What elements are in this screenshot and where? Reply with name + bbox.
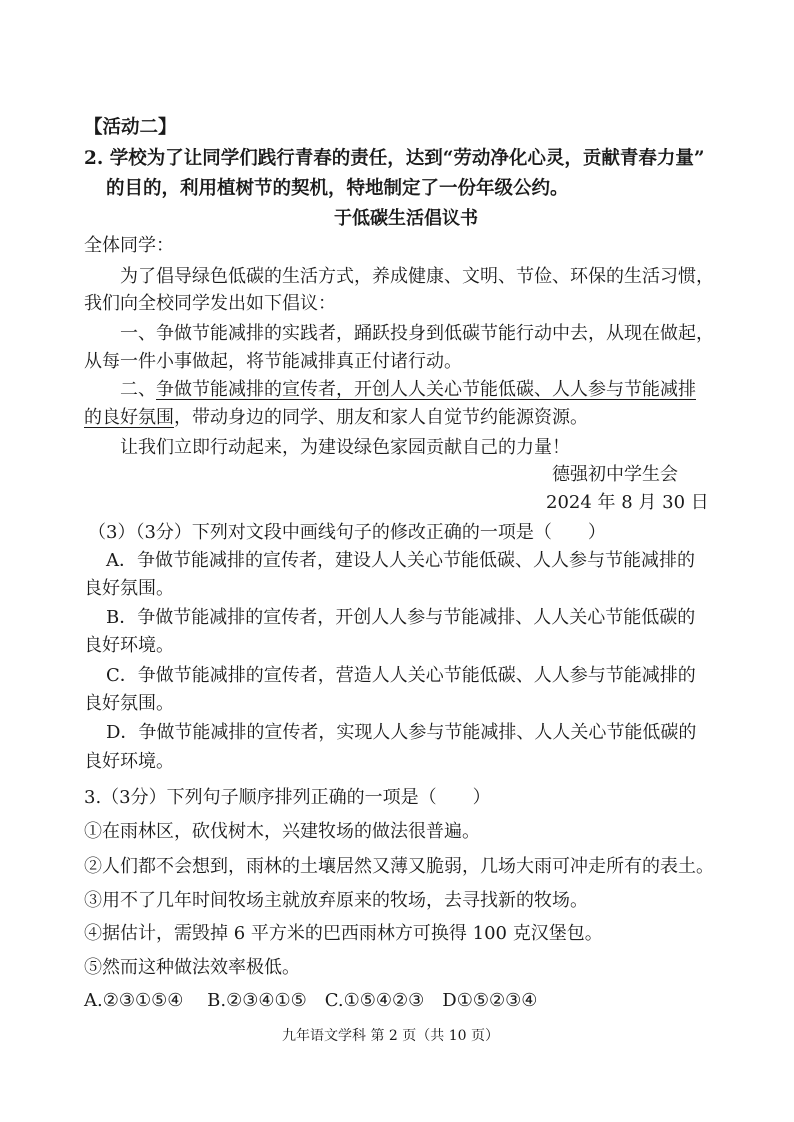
proposal-paragraph-2-line-1: 一、争做节能减排的实践者，踊跃投身到低碳节能行动中去，从现在做起，: [120, 323, 714, 344]
underlined-sentence-part-1: 争做节能减排的宣传者，开创人人关心节能低碳、人人参与节能减排: [156, 379, 696, 400]
sentence-5: ⑤然而这种做法效率极低。: [84, 957, 300, 978]
proposal-paragraph-3-line-1: [120, 378, 696, 402]
page-footer: 九年语文学科 第 2 页（共 10 页）: [282, 1028, 499, 1044]
option-b-line-1: B．争做节能减排的宣传者，开创人人参与节能减排、人人关心节能低碳的: [106, 607, 696, 628]
option-c-line-1: C．争做节能减排的宣传者，营造人人关心节能低碳、人人参与节能减排的: [106, 665, 696, 686]
paragraph-3-prefix: 二、: [120, 379, 156, 400]
answer-options: A.②③①⑤④ B.②③④①⑤ C.①⑤④②③ D①⑤②③④: [84, 990, 538, 1011]
sentence-4: ④据估计，需毁掉 6 平方米的巴西雨林方可换得 100 克汉堡包。: [84, 923, 603, 944]
proposal-paragraph-1-line-2: 我们向全校同学发出如下倡议：: [84, 293, 336, 314]
proposal-signer: 德强初中学生会: [552, 464, 678, 485]
option-a-line-2: 良好氛围。: [84, 578, 174, 599]
sentence-3: ③用不了几年时间牧场主就放弃原来的牧场，去寻找新的牧场。: [84, 890, 588, 911]
proposal-paragraph-4: 让我们立即行动起来，为建设绿色家园贡献自己的力量！: [120, 437, 570, 458]
proposal-paragraph-2-line-2: 从每一件小事做起，将节能减排真正付诸行动。: [84, 351, 462, 372]
option-d-line-1: D．争做节能减排的宣传者，实现人人参与节能减排、人人关心节能低碳的: [106, 722, 697, 743]
proposal-title: 于低碳生活倡议书: [334, 208, 478, 229]
question-3-stem: 3.（3分）下列句子顺序排列正确的一项是（ ）: [84, 787, 491, 808]
option-b-line-2: 良好环境。: [84, 635, 174, 656]
paragraph-3-rest: ，带动身边的同学、朋友和家人自觉节约能源资源。: [174, 407, 588, 428]
option-d-line-2: 良好环境。: [84, 751, 174, 772]
question-2-line-2: 的目的，利用植树节的契机，特地制定了一份年级公约。: [106, 178, 569, 199]
question-3-sub-stem: （3）（3分）下列对文段中画线句子的修改正确的一项是（ ）: [88, 522, 606, 543]
option-a-line-1: A．争做节能减排的宣传者，建设人人关心节能低碳、人人参与节能减排的: [106, 550, 695, 571]
proposal-salutation: 全体同学：: [84, 235, 174, 256]
proposal-paragraph-3-line-2: [84, 406, 588, 430]
underlined-sentence-part-2: 的良好氛围: [84, 407, 174, 428]
proposal-date: 2024 年 8 月 30 日: [546, 492, 709, 513]
sentence-2: ②人们都不会想到，雨林的土壤居然又薄又脆弱，几场大雨可冲走所有的表土。: [84, 856, 714, 877]
option-c-line-2: 良好氛围。: [84, 693, 174, 714]
activity-heading: 【活动二】: [84, 117, 177, 138]
sentence-1: ①在雨林区，砍伐树木，兴建牧场的做法很普遍。: [84, 821, 480, 842]
proposal-paragraph-1-line-1: 为了倡导绿色低碳的生活方式，养成健康、文明、节俭、环保的生活习惯，: [120, 266, 714, 287]
question-2-line-1: 2. 学校为了让同学们践行青春的责任，达到“劳动净化心灵，贡献青春力量”: [84, 148, 705, 169]
